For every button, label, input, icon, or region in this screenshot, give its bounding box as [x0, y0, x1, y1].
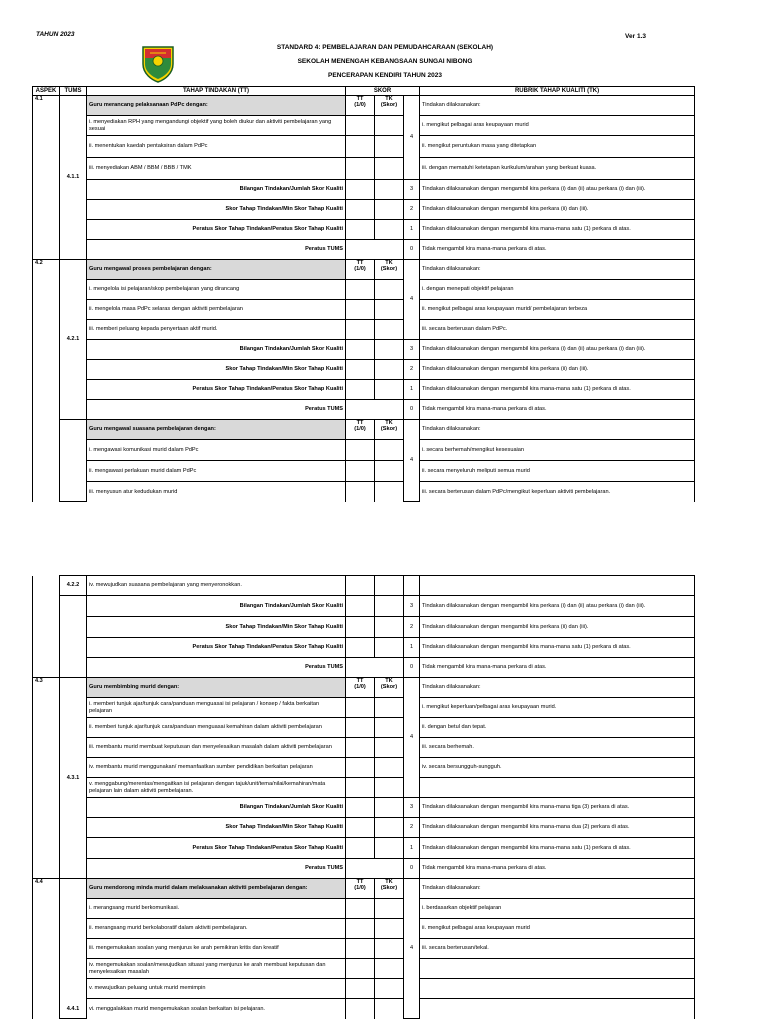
tk-cell[interactable] — [375, 136, 404, 158]
rubric-score-2: Tindakan dilaksanakan dengan mengambil kira perkara (ii) dan (iii). — [420, 617, 695, 638]
score-3: 3 — [404, 798, 420, 818]
tk-header: TK (Skor) — [375, 420, 404, 440]
tt-cell[interactable] — [346, 758, 375, 778]
a422-item-3: iii. menyusun atur kedudukan murid — [87, 482, 346, 502]
tt-cell[interactable] — [346, 136, 375, 158]
rubric-intro: Tindakan dilaksanakan: — [420, 678, 695, 698]
rubric-score-2: Tindakan dilaksanakan dengan mengambil kira perkara (ii) dan (iii). — [420, 360, 695, 380]
tk-header: TK (Skor) — [375, 260, 404, 280]
tk-header: TK (Skor) — [375, 678, 404, 698]
tk-cell[interactable] — [375, 919, 404, 939]
score-4: 4 — [404, 678, 420, 798]
tums-4-4-1: 4.4.1 — [60, 879, 87, 1019]
tk-cell[interactable] — [375, 778, 404, 798]
a42-item-1: i. mengelola isi pelajaran/skop pembelajaran yang dirancang — [87, 280, 346, 300]
col-aspek: ASPEK — [33, 87, 60, 96]
a422-item-1: i. mengawasi komunikasi murid dalam PdPc — [87, 440, 346, 461]
a42-rubric-1: i. dengan menepati objektif pelajaran — [420, 280, 695, 300]
a41-heading: Guru merancang pelaksanaan PdPc dengan: — [87, 96, 346, 116]
score-2: 2 — [404, 617, 420, 638]
a44-item-2: ii. merangsang murid berkolaboratif dalam aktiviti pembelajaran. — [87, 919, 346, 939]
col-tums: TUMS — [60, 87, 87, 96]
tt-cell[interactable] — [346, 959, 375, 979]
school-crest-logo — [140, 44, 176, 84]
score-3: 3 — [404, 180, 420, 200]
peratus-tums-label: Peratus TUMS — [87, 240, 346, 260]
tt-cell[interactable] — [346, 718, 375, 738]
tk-cell[interactable] — [375, 899, 404, 919]
score-1: 1 — [404, 838, 420, 859]
tt-cell[interactable] — [346, 461, 375, 482]
tk-cell[interactable] — [375, 158, 404, 180]
peratus-skor-label: Peratus Skor Tahap Tindakan/Peratus Skor Tahap Kualiti — [87, 638, 346, 658]
tk-cell[interactable] — [375, 440, 404, 461]
score-0: 0 — [404, 400, 420, 420]
score-1: 1 — [404, 638, 420, 658]
rubric-score-1: Tindakan dilaksanakan dengan mengambil kira mana-mana satu (1) perkara di atas. — [420, 380, 695, 400]
rubric-score-2: Tindakan dilaksanakan dengan mengambil kira perkara (ii) dan (iii). — [420, 200, 695, 220]
rubric-score-3: Tindakan dilaksanakan dengan mengambil kira mana-mana tiga (3) perkara di atas. — [420, 798, 695, 818]
tk-cell[interactable] — [375, 461, 404, 482]
score-2: 2 — [404, 818, 420, 838]
aspek-4-1: 4.1 — [33, 96, 60, 260]
tt-cell[interactable] — [346, 320, 375, 340]
rubric-score-0: Tidak mengambil kira mana-mana perkara di atas. — [420, 400, 695, 420]
tk-cell[interactable] — [375, 576, 404, 596]
a44-item-1: i. merangsang murid berkomunikasi. — [87, 899, 346, 919]
score-3: 3 — [404, 340, 420, 360]
a422-rubric-1: i. secara berhemah/mengikut kesesuaian — [420, 440, 695, 461]
doc-title: STANDARD 4: PEMBELAJARAN DAN PEMUDAHCARAAN (SEKOLAH) — [276, 44, 494, 51]
rubric-score-0: Tidak mengambil kira mana-mana perkara di atas. — [420, 240, 695, 260]
tt-cell[interactable] — [346, 999, 375, 1019]
tt-header: TT (1/0) — [346, 420, 375, 440]
aspek-4-2-cont — [33, 576, 60, 678]
a44-item-5: v. mewujudkan peluang untuk murid memimpin — [87, 979, 346, 999]
peratus-tums-value[interactable] — [346, 859, 404, 879]
tk-cell[interactable] — [375, 482, 404, 502]
col-tahap: TAHAP TINDAKAN (TT) — [87, 87, 346, 96]
tums-4-2-1: 4.2.1 — [60, 260, 87, 420]
tums-4-2-2-area — [60, 420, 87, 502]
a43-item-3: iii. membantu murid membuat keputusan dan menyelesaikan masalah dalam aktiviti pembelajaran — [87, 738, 346, 758]
col-rubrik: RUBRIK TAHAP KUALITI (TK) — [420, 87, 695, 96]
a43-rubric-3: iii. secara berhemah. — [420, 738, 695, 758]
score-4: 4 — [404, 260, 420, 340]
a44-rubric-3: iii. secara berterusan/tekal. — [420, 939, 695, 959]
rubric-score-0: Tidak mengambil kira mana-mana perkara di atas. — [420, 859, 695, 879]
a43-item-5: v. menggabung/merentas/mengaitkan isi pelajaran dengan tajuk/unit/tema/nilai/kemahiran/mata pelajaran lain dalam aktiviti pembelajaran. — [87, 778, 346, 798]
a41-item-1: i. menyediakan RPH yang mengandungi objektif yang boleh diukur dan aktiviti pembelajaran yang sesuai — [87, 116, 346, 136]
a43-rubric-4: iv. secara bersungguh-sungguh. — [420, 758, 695, 778]
tt-cell[interactable] — [346, 300, 375, 320]
peratus-tums-label: Peratus TUMS — [87, 859, 346, 879]
tk-cell[interactable] — [375, 698, 404, 718]
tk-header: TK (Skor) — [375, 96, 404, 116]
a41-rubric-3: iii. dengan mematuhi ketetapan kurikulum/arahan yang berkuat kuasa. — [420, 158, 695, 180]
tt-cell[interactable] — [346, 482, 375, 502]
a42-item-3: iii. memberi peluang kepada penyertaan aktif murid. — [87, 320, 346, 340]
score-4: 4 — [404, 96, 420, 180]
rubric-score-3: Tindakan dilaksanakan dengan mengambil kira perkara (i) dan (ii) atau perkara (i) dan (iii). — [420, 596, 695, 617]
score-0: 0 — [404, 859, 420, 879]
tt-cell[interactable] — [346, 280, 375, 300]
a42-rubric-3: iii. secara berterusan dalam PdPc. — [420, 320, 695, 340]
aspek-4-2: 4.2 — [33, 260, 60, 502]
a41-rubric-1: i. mengikut pelbagai aras keupayaan murid — [420, 116, 695, 136]
tt-cell[interactable] — [346, 979, 375, 999]
bilangan-label: Bilangan Tindakan/Jumlah Skor Kualiti — [87, 596, 346, 617]
score-2: 2 — [404, 200, 420, 220]
tk-cell[interactable] — [375, 999, 404, 1019]
tk-cell[interactable] — [375, 116, 404, 136]
tk-cell[interactable] — [375, 280, 404, 300]
rubric-intro: Tindakan dilaksanakan: — [420, 260, 695, 280]
rubric-score-1: Tindakan dilaksanakan dengan mengambil kira mana-mana satu (1) perkara di atas. — [420, 220, 695, 240]
tums-4-1-1: 4.1.1 — [60, 96, 87, 260]
tt-header: TT (1/0) — [346, 260, 375, 280]
a44-heading: Guru mendorong minda murid dalam melaksanakan aktiviti pembelajaran dengan: — [87, 879, 346, 899]
bilangan-label: Bilangan Tindakan/Jumlah Skor Kualiti — [87, 340, 346, 360]
a44-item-4: iv. mengemukakan soalan/mewujudkan situasi yang menjurus ke arah membuat keputusan dan menyelesaikan masalah — [87, 959, 346, 979]
score-0: 0 — [404, 658, 420, 678]
a44-item-3: iii. mengemukakan soalan yang menjurus ke arah pemikiran kritis dan kreatif — [87, 939, 346, 959]
a422-item-2: ii. mengawasi perlakuan murid dalam PdPc — [87, 461, 346, 482]
score-2: 2 — [404, 360, 420, 380]
tk-cell[interactable] — [375, 939, 404, 959]
a41-rubric-2: ii. mengikut peruntukan masa yang ditetapkan — [420, 136, 695, 158]
year-label: TAHUN 2023 — [36, 31, 75, 38]
rubric-score-3: Tindakan dilaksanakan dengan mengambil kira perkara (i) dan (ii) atau perkara (i) dan (iii). — [420, 340, 695, 360]
tk-cell[interactable] — [375, 959, 404, 979]
score-0: 0 — [404, 240, 420, 260]
bilangan-label: Bilangan Tindakan/Jumlah Skor Kualiti — [87, 798, 346, 818]
a43-item-2: ii. memberi tunjuk ajar/tunjuk cara/panduan menguasai kemahiran dalam aktiviti pembelajaran — [87, 718, 346, 738]
rubric-score-2: Tindakan dilaksanakan dengan mengambil kira mana-mana dua (2) perkara di atas. — [420, 818, 695, 838]
tk-cell[interactable] — [375, 718, 404, 738]
col-skor: SKOR — [346, 87, 420, 96]
a422-item-4: iv. mewujudkan suasana pembelajaran yang menyeronokkan. — [87, 576, 346, 596]
tt-header: TT (1/0) — [346, 678, 375, 698]
version-label: Ver 1.3 — [625, 33, 646, 40]
a44-item-6: vi. menggalakkan murid mengemukakan soalan berkaitan isi pelajaran. — [87, 999, 346, 1019]
tk-cell[interactable] — [375, 300, 404, 320]
score-4: 4 — [404, 879, 420, 1019]
tt-header: TT (1/0) — [346, 879, 375, 899]
standard-table-page-1 — [32, 86, 695, 502]
skor-tahap-label: Skor Tahap Tindakan/Min Skor Tahap Kualiti — [87, 818, 346, 838]
score-3: 3 — [404, 596, 420, 617]
peratus-tums-value[interactable] — [346, 658, 404, 678]
a43-item-4: iv. membantu murid menggunakan/ memanfaatkan sumber pendidikan berkaitan pelajaran — [87, 758, 346, 778]
tt-cell[interactable] — [346, 116, 375, 136]
rubric-score-1: Tindakan dilaksanakan dengan mengambil kira mana-mana satu (1) perkara di atas. — [420, 638, 695, 658]
a44-rubric-2: ii. mengikut pelbagai aras keupayaan murid — [420, 919, 695, 939]
score-1: 1 — [404, 380, 420, 400]
tt-cell[interactable] — [346, 440, 375, 461]
peratus-tums-value[interactable] — [346, 240, 404, 260]
a44-rubric-1: i. berdasarkan objektif pelajaran — [420, 899, 695, 919]
tt-cell[interactable] — [346, 939, 375, 959]
peratus-tums-label: Peratus TUMS — [87, 658, 346, 678]
a42-item-2: ii. mengelola masa PdPc selaras dengan aktiviti pembelajaran — [87, 300, 346, 320]
tk-cell[interactable] — [375, 758, 404, 778]
aspek-4-3: 4.3 — [33, 678, 60, 879]
bilangan-label: Bilangan Tindakan/Jumlah Skor Kualiti — [87, 180, 346, 200]
tk-cell[interactable] — [375, 738, 404, 758]
a43-heading: Guru membimbing murid dengan: — [87, 678, 346, 698]
peratus-skor-label: Peratus Skor Tahap Tindakan/Peratus Skor Tahap Kualiti — [87, 380, 346, 400]
rubric-intro: Tindakan dilaksanakan: — [420, 879, 695, 899]
a41-item-3: iii. menyediakan ABM / BBM / BBB / TMK — [87, 158, 346, 180]
rubric-score-0: Tidak mengambil kira mana-mana perkara di atas. — [420, 658, 695, 678]
peratus-skor-label: Peratus Skor Tahap Tindakan/Peratus Skor Tahap Kualiti — [87, 838, 346, 859]
doc-subtitle: PENCERAPAN KENDIRI TAHUN 2023 — [328, 72, 442, 79]
rubric-score-1: Tindakan dilaksanakan dengan mengambil kira mana-mana satu (1) perkara di atas. — [420, 838, 695, 859]
standard-table-page-2 — [32, 575, 695, 1019]
peratus-tums-label: Peratus TUMS — [87, 400, 346, 420]
a41-item-2: ii. menentukan kaedah pentaksiran dalam PdPc — [87, 136, 346, 158]
score-1: 1 — [404, 220, 420, 240]
peratus-tums-value[interactable] — [346, 400, 404, 420]
a42-rubric-2: ii. mengikut pelbagai aras keupayaan murid/ pembelajaran terbeza — [420, 300, 695, 320]
tk-header: TK (Skor) — [375, 879, 404, 899]
a43-rubric-2: ii. dengan betul dan tepat. — [420, 718, 695, 738]
a422-rubric-2: ii. secara menyeluruh meliputi semua murid — [420, 461, 695, 482]
tt-cell[interactable] — [346, 576, 375, 596]
tt-cell[interactable] — [346, 778, 375, 798]
school-name: SEKOLAH MENENGAH KEBANGSAAN SUNGAI NIBONG — [297, 58, 473, 65]
tt-cell[interactable] — [346, 698, 375, 718]
skor-tahap-label: Skor Tahap Tindakan/Min Skor Tahap Kualiti — [87, 360, 346, 380]
tt-cell[interactable] — [346, 738, 375, 758]
skor-tahap-label: Skor Tahap Tindakan/Min Skor Tahap Kualiti — [87, 200, 346, 220]
tums-4-3-1: 4.3.1 — [60, 678, 87, 879]
tums-4-2-2: 4.2.2 — [60, 576, 87, 596]
score-4: 4 — [404, 420, 420, 502]
aspek-4-4: 4.4 — [33, 879, 60, 1019]
tt-header: TT (1/0) — [346, 96, 375, 116]
a422-rubric-3: iii. secara berterusan dalam PdPc/mengikut keperluan aktiviti pembelajaran. — [420, 482, 695, 502]
rubric-score-3: Tindakan dilaksanakan dengan mengambil kira perkara (i) dan (ii) atau perkara (i) dan (iii). — [420, 180, 695, 200]
rubric-intro: Tindakan dilaksanakan: — [420, 96, 695, 116]
a42-heading: Guru mengawal proses pembelajaran dengan: — [87, 260, 346, 280]
skor-tahap-label: Skor Tahap Tindakan/Min Skor Tahap Kualiti — [87, 617, 346, 638]
tt-cell[interactable] — [346, 919, 375, 939]
a43-item-1: i. memberi tunjuk ajar/tunjuk cara/panduan menguasai isi pelajaran / konsep / fakta berkaitan pelajaran — [87, 698, 346, 718]
tt-cell[interactable] — [346, 899, 375, 919]
rubric-intro: Tindakan dilaksanakan: — [420, 420, 695, 440]
a43-rubric-1: i. mengikut keperluan/pelbagai aras keupayaan murid. — [420, 698, 695, 718]
tk-cell[interactable] — [375, 320, 404, 340]
tk-cell[interactable] — [375, 979, 404, 999]
a422-heading: Guru mengawal suasana pembelajaran dengan: — [87, 420, 346, 440]
peratus-skor-label: Peratus Skor Tahap Tindakan/Peratus Skor Tahap Kualiti — [87, 220, 346, 240]
tt-cell[interactable] — [346, 158, 375, 180]
